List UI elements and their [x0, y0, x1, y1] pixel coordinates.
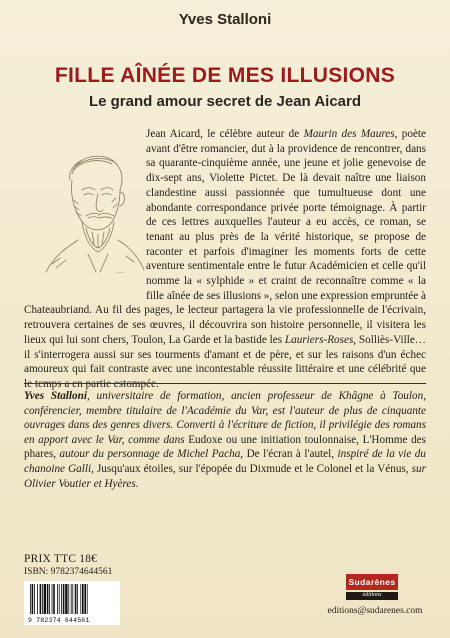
bio-works-1: Eudoxe ou une initiation toulonnaise, L'Homme des phares, — [24, 433, 427, 461]
summary-text-3: , Solliès-Ville… il s'interrogera aussi sur ses tourments d'amant et de père, et sur les raisons d'un échec amoureux qui fait contraste avec une incontestable réussite littéraire et une célébrité que le temps a en partie estompée. — [24, 333, 426, 390]
bio-works-2: De l'écran à l'autel, — [246, 448, 335, 461]
author-name: Yves Stalloni — [178, 11, 272, 28]
publisher-logo-name: Sudarènes — [348, 577, 396, 587]
summary-book-title: Maurin des Maures — [303, 128, 395, 140]
book-subtitle: Le grand amour secret de Jean Aicard — [88, 93, 362, 110]
bio-text-2: autour du personnage de Michel Pacha, — [56, 448, 247, 461]
bio-author-name: Yves Stalloni — [24, 390, 87, 402]
bio-text-3: inspiré de la vie du chanoine Galli, — [24, 448, 426, 475]
bio-text-4: sur Olivier Voutier et Hyères. — [24, 462, 426, 490]
bio-text-1: , universitaire de formation, ancien professeur de Khâgne à Toulon, conférencier, membre titulaire de l'Académie du Var, est l'auteur de plus de cinquante ouvrages dans des genres divers. Converti à l'écriture de fiction, il privilégie des romans en apport avec le Var, comme dans — [24, 390, 426, 446]
bio-works-3: Jusqu'aux étoiles, sur l'épopée du Dixmude et le Colonel et la Vénus, — [96, 462, 409, 475]
author-biography — [24, 389, 426, 491]
summary-text-1: Jean Aicard, le célèbre auteur de — [146, 128, 304, 140]
isbn-label: ISBN: 9782374644561 — [24, 567, 113, 577]
section-divider — [24, 383, 426, 384]
price-label: PRIX TTC 18€ — [24, 553, 98, 565]
isbn-barcode — [24, 581, 120, 625]
barcode-bars — [28, 584, 116, 614]
summary-text-2: , poète avant d'être romancier, dut à la providence de rencontrer, dans sa quarante-cinquième année, une jeune et jolie genevoise de dix-sept ans, Violette Pictet. De là devait naître une liaison clandestine aussi passionnée que tumultueuse dont une abondante correspondance privée porte témoignage. À partir de ces lettres auxquelles l'auteur a eu accès, ce roman, se tenant au plus près de la vérité historique, se propose de raconter et parfois d'imaginer les moments forts de cette aventure sentimentale entre le futur Académicien et celle qu'il nomme la « sylphide » et craint de reconnaître comme « la fille aînée de ses illusions », selon une expression empruntée à Chateaubriand. Au fil des pages, le lecteur partagera la vie professionnelle de l'écrivain, retrouvera certaines de ses œuvres, il découvrira son histoire personnelle, il visitera les lieux qui lui sont chers, Toulon, La Garde et la bastide les — [24, 128, 426, 346]
book-title: FILLE AÎNÉE DE MES ILLUSIONS — [54, 64, 396, 87]
svg-text:~~~: ~~~ — [116, 271, 125, 276]
barcode-digits: 9 782374 644561 — [28, 617, 90, 624]
publisher-logo-tag: éditions — [362, 592, 382, 598]
publisher-email: editions@sudarenes.com — [327, 606, 423, 616]
summary-place-name: Lauriers-Roses — [284, 333, 354, 346]
back-cover-summary — [24, 127, 426, 392]
portrait-wrap-space — [24, 127, 146, 295]
